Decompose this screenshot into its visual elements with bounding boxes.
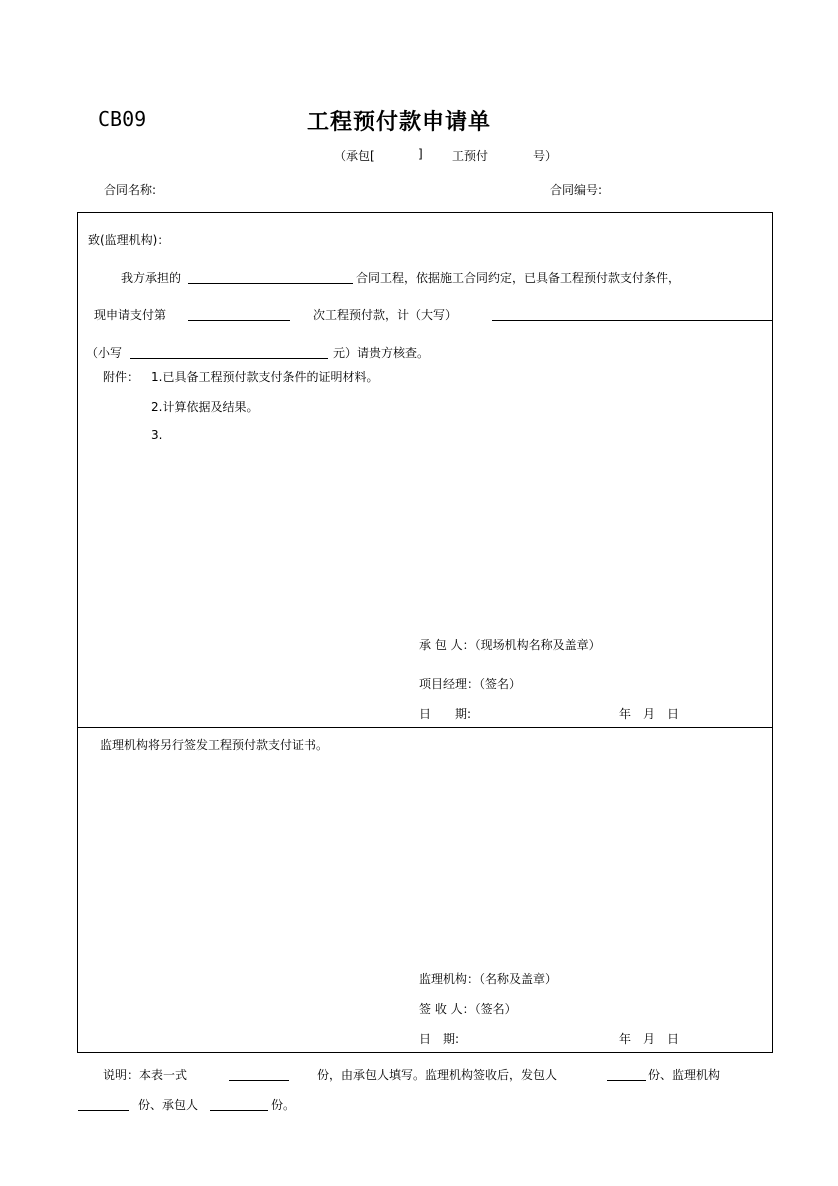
form-code: CB09 <box>98 107 147 131</box>
contractor-copies-field[interactable] <box>210 1110 268 1111</box>
date-label: 日 期: <box>419 1032 460 1046</box>
line1-suffix: 合同工程，依据施工合同约定，已具备工程预付款支付条件， <box>356 271 681 285</box>
attachment-item: 3. <box>151 428 163 442</box>
line3-prefix: （小写 <box>86 346 123 360</box>
amount-figures-field[interactable] <box>130 358 328 359</box>
line1-prefix: 我方承担的 <box>121 271 182 285</box>
line2-prefix: 现申请支付第 <box>94 308 167 322</box>
attachment-item: 2.计算依据及结果。 <box>151 400 259 414</box>
amount-words-field[interactable] <box>492 320 772 321</box>
section-divider <box>77 727 773 728</box>
footer-part1: 说明：本表一式 <box>103 1068 188 1082</box>
attachment-item: 1.已具备工程预付款支付条件的证明材料。 <box>151 370 379 384</box>
subtitle-suffix: 号） <box>533 149 558 163</box>
page-title: 工程预付款申请单 <box>307 110 492 135</box>
employer-copies-field[interactable] <box>607 1080 646 1081</box>
project-name-field[interactable] <box>188 283 353 284</box>
subtitle-mid: 工预付 <box>452 149 489 163</box>
footer-part2: 份，由承包人填写。监理机构签收后，发包人 <box>317 1068 558 1082</box>
supervisor-label: 监理机构：（名称及盖章） <box>419 972 558 986</box>
footer-part5: 份。 <box>271 1098 296 1112</box>
footer-part3: 份、监理机构 <box>648 1068 721 1082</box>
to-label: 致(监理机构)： <box>88 233 170 247</box>
form-table <box>77 212 773 1053</box>
contract-no-label: 合同编号: <box>550 183 603 197</box>
contractor-signature-label: 承 包 人：（现场机构名称及盖章） <box>419 638 601 652</box>
footer-part4: 份、承包人 <box>138 1098 199 1112</box>
subtitle-prefix: （承包[ <box>334 149 375 163</box>
project-manager-label: 项目经理：（签名） <box>419 677 522 691</box>
supervisor-copies-field[interactable] <box>78 1110 129 1111</box>
date-ymd: 年 月 日 <box>619 707 680 721</box>
line2-mid: 次工程预付款，计（大写） <box>313 308 458 322</box>
payment-number-field[interactable] <box>188 320 290 321</box>
line3-suffix: 元）请贵方核查。 <box>333 346 430 360</box>
supervisor-note: 监理机构将另行签发工程预付款支付证书。 <box>100 738 329 752</box>
contract-name-label: 合同名称: <box>104 183 157 197</box>
receiver-label: 签 收 人：（签名） <box>419 1002 517 1016</box>
attachments-label: 附件： <box>103 370 140 384</box>
date-label: 日 期: <box>419 707 472 721</box>
total-copies-field[interactable] <box>229 1080 289 1081</box>
date-ymd: 年 月 日 <box>619 1032 680 1046</box>
subtitle-bracket-close: ] <box>418 147 423 161</box>
